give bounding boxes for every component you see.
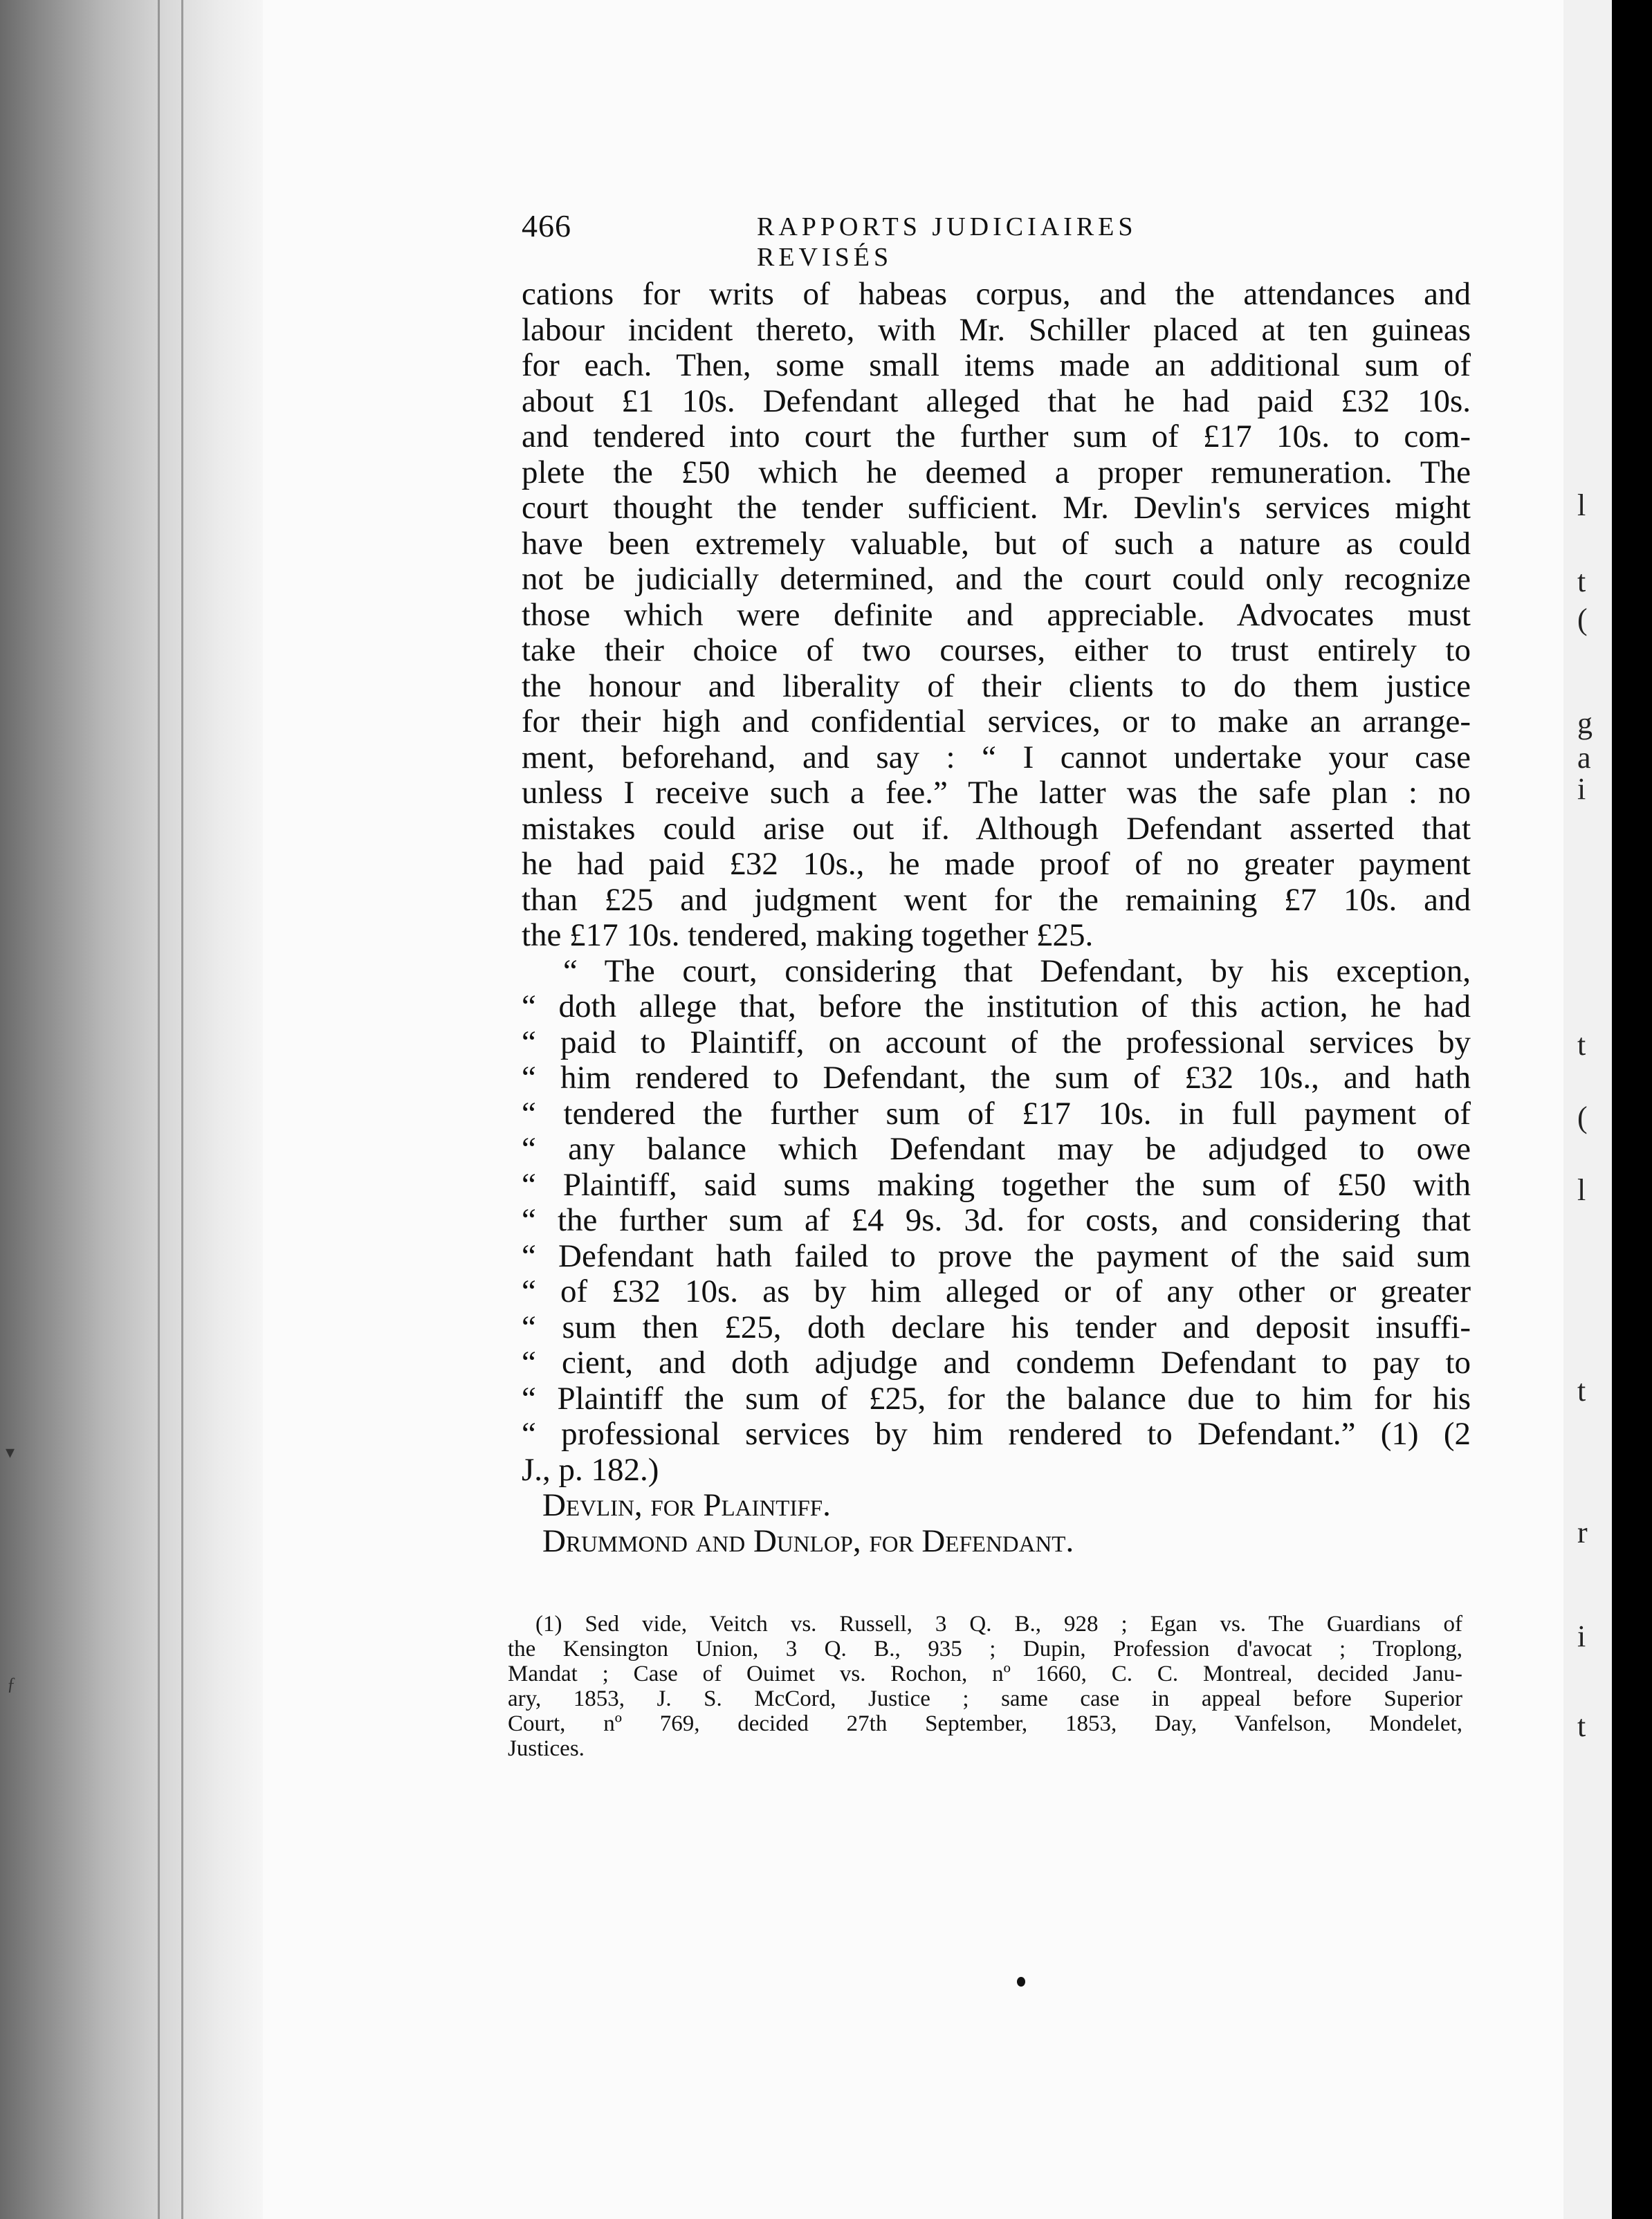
body-line: for their high and confidential services, or to make an arrange- (522, 703, 1471, 739)
edge-char: l (1577, 1173, 1586, 1207)
body-line: ment, beforehand, and say : “ I cannot undertake your case (522, 739, 1471, 775)
ink-dot (1017, 1977, 1025, 1987)
scan-speck: ▾ (6, 1442, 15, 1462)
edge-char: t (1577, 1028, 1586, 1062)
scan-border (1612, 0, 1652, 2219)
footnote-line: (1) Sed vide, Veitch vs. Russell, 3 Q. B., 928 ; Egan vs. The Guardians of (535, 1612, 1462, 1637)
body-line: plete the £50 which he deemed a proper remuneration. The (522, 454, 1471, 490)
quoted-judgment-line: “ any balance which Defendant may be adjudged to owe (522, 1131, 1471, 1167)
quoted-judgment-line: “ cient, and doth adjudge and condemn Defendant to pay to (522, 1345, 1471, 1381)
quoted-judgment-line: “ tendered the further sum of £17 10s. in full payment of (522, 1095, 1471, 1132)
footnote-line: Mandat ; Case of Ouimet vs. Rochon, nº 1660, C. C. Montreal, decided Janu- (508, 1661, 1462, 1686)
page-header (522, 208, 1262, 272)
binding-gutter (0, 0, 263, 2219)
body-line: take their choice of two courses, either to trust entirely to (522, 632, 1471, 668)
body-line: those which were definite and appreciable. Advocates must (522, 596, 1471, 633)
quoted-judgment-line: “ Defendant hath failed to prove the payment of the said sum (522, 1237, 1471, 1274)
quoted-judgment-line: “ Plaintiff the sum of £25, for the balance due to him for his (522, 1380, 1471, 1417)
quoted-judgment-line: “ the further sum af £4 9s. 3d. for costs, and considering that (522, 1202, 1471, 1238)
body-line: and tendered into court the further sum of £17 10s. to com- (522, 418, 1471, 454)
body-text (522, 277, 1471, 1559)
edge-char: t (1577, 1374, 1586, 1408)
body-line: than £25 and judgment went for the remaining £7 10s. and (522, 881, 1471, 918)
edge-char: t (1577, 564, 1586, 598)
edge-char: ( (1577, 1101, 1588, 1134)
body-line: not be judicially determined, and the court could only recognize (522, 561, 1471, 597)
running-head: RAPPORTS JUDICIAIRES REVISÉS (757, 212, 1137, 272)
footnote-line: Court, nº 769, decided 27th September, 1853, Day, Vanfelson, Mondelet, (508, 1711, 1462, 1736)
body-line: for each. Then, some small items made an additional sum of (522, 347, 1471, 383)
edge-char: g (1577, 706, 1593, 740)
scan-speck: ƒ (7, 1674, 16, 1694)
edge-char: i (1577, 772, 1586, 806)
edge-char: i (1577, 1619, 1586, 1653)
body-line: he had paid £32 10s., he made proof of no greater payment (522, 846, 1471, 882)
gutter-line (158, 0, 160, 2219)
body-line: labour incident thereto, with Mr. Schiller placed at ten guineas (522, 311, 1471, 348)
edge-char: a (1577, 741, 1591, 775)
body-line: mistakes could arise out if. Although Defendant asserted that (522, 810, 1471, 847)
edge-char: r (1577, 1516, 1588, 1549)
gutter-line (181, 0, 183, 2219)
page-number: 466 (522, 208, 571, 243)
quoted-judgment-line: “ professional services by him rendered to Defendant.” (1) (2 (522, 1416, 1471, 1452)
edge-char: t (1577, 1709, 1586, 1743)
counsel-defendant: Drummond and Dunlop, for Defendant. (542, 1522, 1074, 1559)
quoted-judgment-line: “ sum then £25, doth declare his tender and deposit insuffi- (522, 1309, 1471, 1345)
adjacent-page-edge (1563, 0, 1612, 2219)
edge-char: ( (1577, 602, 1588, 636)
quoted-judgment-line: “ paid to Plaintiff, on account of the professional services by (522, 1024, 1471, 1060)
edge-char: l (1577, 488, 1586, 522)
body-line: unless I receive such a fee.” The latter was the safe plan : no (522, 775, 1471, 811)
body-line: about £1 10s. Defendant alleged that he had paid £32 10s. (522, 383, 1471, 419)
body-line: have been extremely valuable, but of such a nature as could (522, 525, 1471, 562)
quoted-judgment-line: “ Plaintiff, said sums making together the sum of £50 with (522, 1166, 1471, 1203)
body-line: cations for writs of habeas corpus, and the attendances and (522, 276, 1471, 312)
footnote-line: ary, 1853, J. S. McCord, Justice ; same case in appeal before Superior (508, 1686, 1462, 1711)
quoted-judgment-line: “ of £32 10s. as by him alleged or of any other or greater (522, 1273, 1471, 1309)
footnote-line: the Kensington Union, 3 Q. B., 935 ; Dupin, Profession d'avocat ; Troplong, (508, 1637, 1462, 1661)
footnote (508, 1612, 1462, 1761)
body-line: court thought the tender sufficient. Mr. Devlin's services might (522, 490, 1471, 526)
citation-line: J., p. 182.) (522, 1451, 659, 1488)
body-line: the honour and liberality of their clients to do them justice (522, 667, 1471, 704)
quoted-judgment-line: “ doth allege that, before the institution of this action, he had (522, 988, 1471, 1024)
body-line: the £17 10s. tendered, making together £25. (522, 917, 1094, 953)
footnote-line: Justices. (508, 1736, 585, 1761)
quoted-judgment-line: “ him rendered to Defendant, the sum of £32 10s., and hath (522, 1060, 1471, 1096)
quoted-judgment-line: “ The court, considering that Defendant, by his exception, (563, 952, 1471, 989)
counsel-plaintiff: Devlin, for Plaintiff. (542, 1487, 831, 1523)
